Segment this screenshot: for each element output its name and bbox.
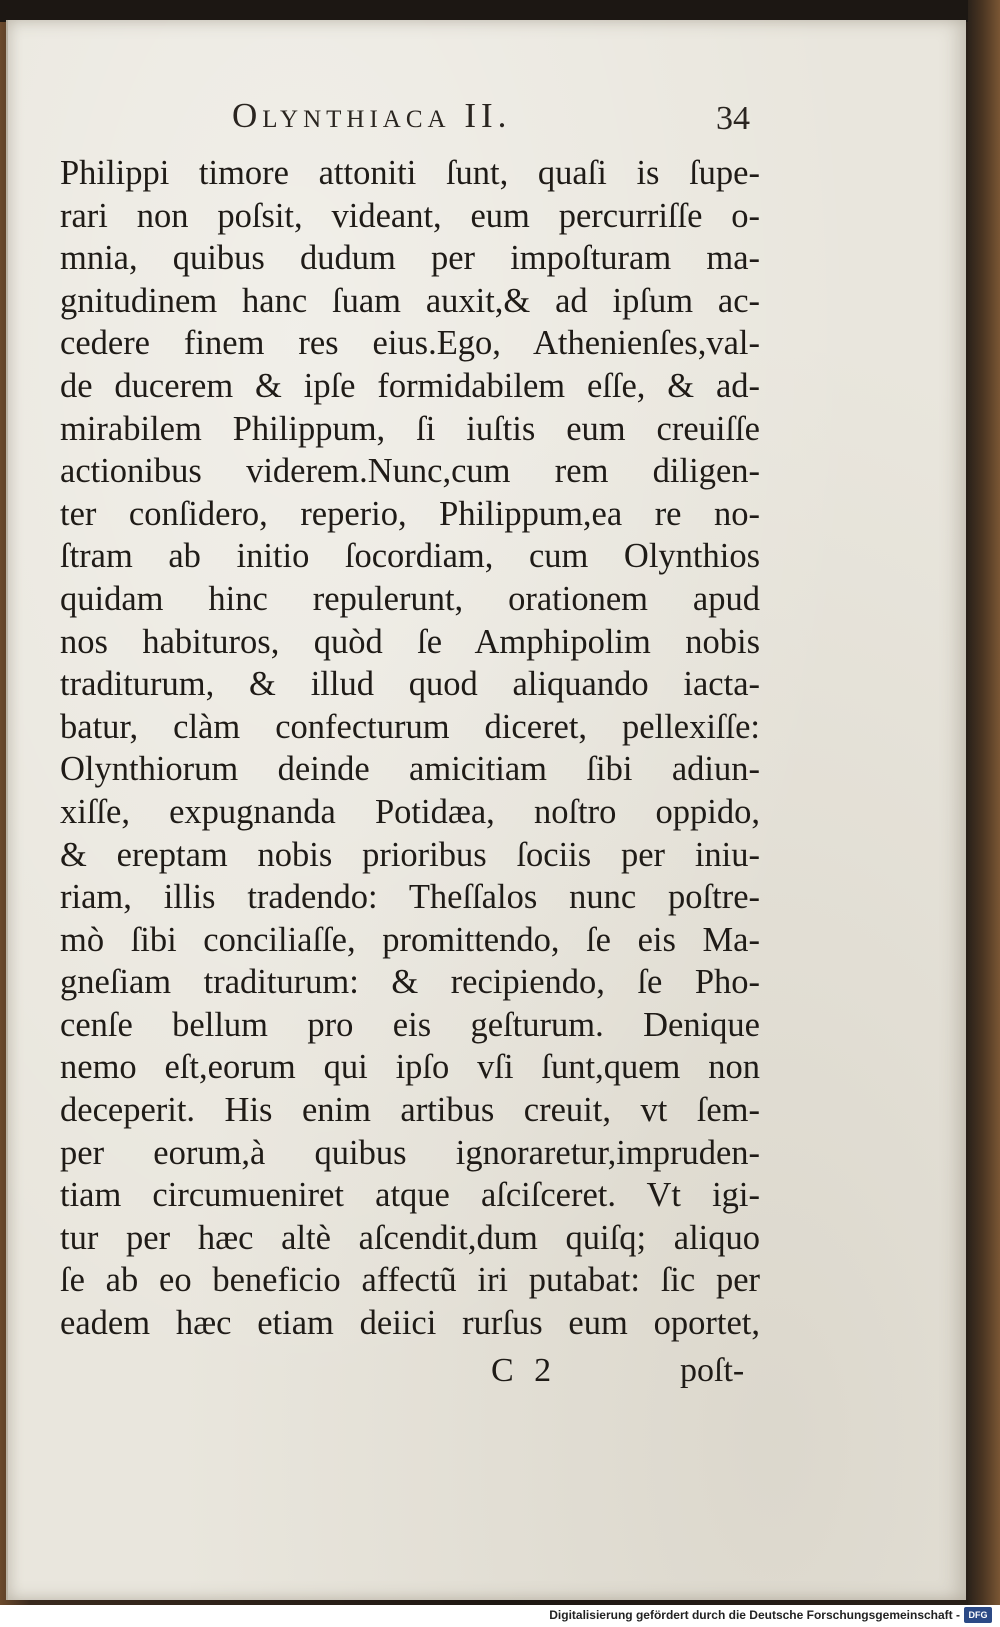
text-line: gneſiam traditurum: & recipiendo, ſe Pho- — [60, 963, 760, 1002]
text-line: & ereptam nobis prioribus ſociis per iniu- — [60, 835, 760, 874]
text-line: mirabilem Philippum, ſi iuſtis eum creuiſſe — [60, 409, 760, 448]
signature-mark: C 2 — [491, 1352, 558, 1389]
text-line: ſtram ab initio ſocordiam, cum Olynthios — [60, 537, 760, 576]
text-line: Philippi timore attoniti ſunt, quaſi is ſupe- — [60, 154, 760, 192]
text-line: tur per hæc altè aſcendit,dum quiſq; aliquo — [60, 1218, 760, 1257]
dfg-logo: DFG — [964, 1607, 992, 1623]
text-line: eadem hæc etiam deiici rurſus eum oportet, — [60, 1304, 760, 1343]
text-line: deceperit. His enim artibus creuit, vt ſem- — [60, 1091, 760, 1130]
book-cover-right-edge — [968, 0, 1000, 1605]
page-number: 34 — [716, 100, 750, 137]
text-line: actionibus viderem.Nunc,cum rem diligen- — [60, 452, 760, 491]
text-line: cenſe bellum pro eis geſturum. Denique — [60, 1005, 760, 1044]
text-line: quidam hinc repulerunt, orationem apud — [60, 579, 760, 618]
text-line: ſe ab eo beneficio affectũ iri putabat: ſic per — [60, 1261, 760, 1300]
text-line: nemo eſt,eorum qui ipſo vſi ſunt,quem non — [60, 1048, 760, 1087]
text-line: cedere finem res eius.Ego, Athenienſes,val- — [60, 324, 760, 363]
text-line: xiſſe, expugnanda Potidæa, noſtro oppido, — [60, 792, 760, 831]
body-text — [60, 152, 760, 1345]
catchword: poſt- — [680, 1352, 745, 1389]
text-line: rari non poſsit, videant, eum percurriſſe o- — [60, 196, 760, 235]
text-line: mò ſibi conciliaſſe, promittendo, ſe eis Ma- — [60, 920, 760, 959]
text-line: riam, illis tradendo: Theſſalos nunc poſtre- — [60, 878, 760, 917]
text-line: tiam circumueniret atque aſciſceret. Vt igi- — [60, 1176, 760, 1215]
digitization-note: Digitalisierung gefördert durch die Deutsche Forschungsgemeinschaft - — [549, 1608, 960, 1622]
text-line: per eorum,à quibus ignoraretur,impruden- — [60, 1133, 760, 1172]
text-line: traditurum, & illud quod aliquando iacta- — [60, 665, 760, 704]
text-line: nos habituros, quòd ſe Amphipolim nobis — [60, 622, 760, 661]
text-line: gnitudinem hanc ſuam auxit,& ad ipſum ac- — [60, 281, 760, 320]
text-line: de ducerem & ipſe formidabilem eſſe, & ad- — [60, 366, 760, 405]
text-line: Olynthiorum deinde amicitiam ſibi adiun- — [60, 750, 760, 789]
running-title: Olynthiaca II. — [232, 96, 512, 135]
text-line: ter conſidero, reperio, Philippum,ea re no- — [60, 494, 760, 533]
text-line: mnia, quibus dudum per impoſturam ma- — [60, 239, 760, 278]
text-line: batur, clàm confecturum diceret, pellexiſſe: — [60, 707, 760, 746]
book-cover-top-edge — [0, 0, 1000, 22]
